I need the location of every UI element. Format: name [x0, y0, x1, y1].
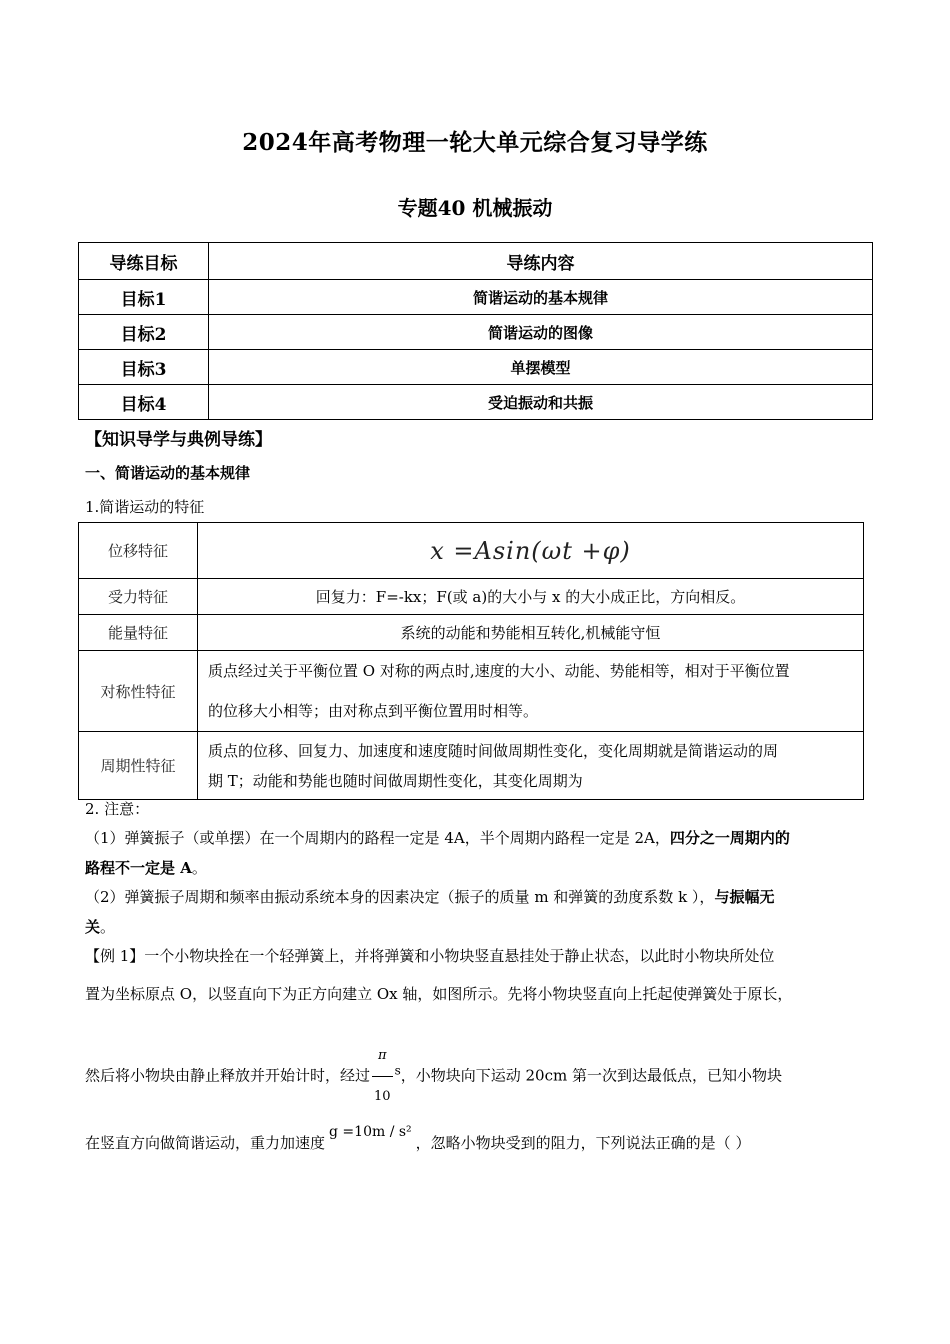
- note-two-end: 。: [100, 918, 116, 936]
- note-two-emphasis-cont: 关: [85, 918, 101, 936]
- fraction-unit: s: [394, 1063, 401, 1078]
- feature-name: 位移特征: [79, 523, 198, 579]
- feature-row: [79, 651, 864, 732]
- goal-name: 目标4: [79, 385, 209, 420]
- notes-heading: 2. 注意：: [85, 800, 150, 818]
- topic-subtitle: 专题40 机械振动: [397, 196, 553, 220]
- feature-name: 能量特征: [79, 615, 198, 651]
- goal-name: 目标2: [79, 315, 209, 350]
- goal-name: 目标3: [79, 350, 209, 385]
- goals-header-row: [79, 243, 873, 280]
- section-one-heading: 一、简谐运动的基本规律: [85, 464, 251, 482]
- goals-row: [79, 385, 873, 420]
- example-line-4-start: 在竖直方向做简谐运动，重力加速度: [85, 1134, 326, 1152]
- fraction-numerator: π: [372, 1036, 393, 1077]
- feature-desc-line: 质点经过关于平衡位置 O 对称的两点时,速度的大小、动能、势能相等，相对于平衡位置: [208, 662, 790, 680]
- feature-desc: [198, 651, 864, 732]
- example-line-4-end: ，忽略小物块受到的阻力，下列说法正确的是（ ）: [415, 1134, 751, 1152]
- feature-desc-line: 期 T；动能和势能也随时间做周期性变化，其变化周期为: [208, 771, 583, 790]
- goal-content: 受迫振动和共振: [209, 385, 873, 420]
- feature-row: [79, 579, 864, 615]
- example-line-3: [85, 1036, 875, 1117]
- item-one-heading: 1.简谐运动的特征: [85, 498, 205, 516]
- note-two: [85, 882, 865, 942]
- feature-desc: [198, 732, 864, 800]
- goals-header-content: 导练内容: [209, 243, 873, 280]
- goals-row: [79, 315, 873, 350]
- goals-header-target: 导练目标: [79, 243, 209, 280]
- goal-content: 单摆模型: [209, 350, 873, 385]
- page-title: 2024年高考物理一轮大单元综合复习导学练: [242, 129, 708, 156]
- feature-formula-cell: [198, 523, 864, 579]
- fraction-denominator: 10: [374, 1089, 391, 1104]
- feature-name: 对称性特征: [79, 651, 198, 732]
- note-one: [85, 823, 865, 883]
- example-line-3-end: ，小物块向下运动 20cm 第一次到达最低点，已知小物块: [400, 1066, 782, 1085]
- goals-row: [79, 280, 873, 315]
- feature-desc: 系统的动能和势能相互转化,机械能守恒: [198, 615, 864, 651]
- feature-row: [79, 615, 864, 651]
- feature-desc: 回复力：F=-kx；F(或 a)的大小与 x 的大小成正比，方向相反。: [198, 579, 864, 615]
- note-one-emphasis: 四分之一周期内的: [669, 829, 790, 847]
- note-one-end: 。: [191, 859, 207, 877]
- feature-desc-line: 的位移大小相等；由对称点到平衡位置用时相等。: [208, 702, 539, 720]
- section-heading: 【知识导学与典例导练】: [85, 430, 272, 450]
- goal-name: 目标1: [79, 280, 209, 315]
- gravity-formula: g =10m / s²: [329, 1124, 412, 1140]
- goal-content: 简谐运动的基本规律: [209, 280, 873, 315]
- example-line-3-start: 然后将小物块由静止释放并开始计时，经过: [85, 1066, 371, 1085]
- features-table: [78, 522, 864, 800]
- feature-desc-line: 质点的位移、回复力、加速度和速度随时间做周期性变化，变化周期就是简谐运动的周: [208, 741, 779, 760]
- feature-row: [79, 732, 864, 800]
- goals-row: [79, 350, 873, 385]
- feature-row: [79, 523, 864, 579]
- example-line-2: 置为坐标原点 O，以竖直向下为正方向建立 Ox 轴，如图所示。先将小物块竖直向上托起使弹簧处于原长，: [85, 985, 793, 1003]
- note-one-text: （1）弹簧振子（或单摆）在一个周期内的路程一定是 4A，半个周期内路程一定是 2A，: [85, 829, 670, 847]
- example-line-4: [85, 1112, 875, 1163]
- goal-content: 简谐运动的图像: [209, 315, 873, 350]
- example-line-1: 【例 1】一个小物块拴在一个轻弹簧上，并将弹簧和小物块竖直悬挂处于静止状态，以此时小物块所处位: [85, 947, 775, 965]
- note-two-text: （2）弹簧振子周期和频率由振动系统本身的因素决定（振子的质量 m 和弹簧的劲度系数 k ），: [85, 888, 715, 906]
- feature-name: 周期性特征: [79, 732, 198, 800]
- note-one-emphasis-cont: 路程不一定是 A: [85, 859, 192, 877]
- note-two-emphasis: 与振幅无: [714, 888, 775, 906]
- feature-name: 受力特征: [79, 579, 198, 615]
- pi-over-ten-fraction: [372, 1036, 393, 1117]
- displacement-formula: x =Asin(ωt +φ): [430, 536, 631, 565]
- goals-table: [78, 242, 873, 420]
